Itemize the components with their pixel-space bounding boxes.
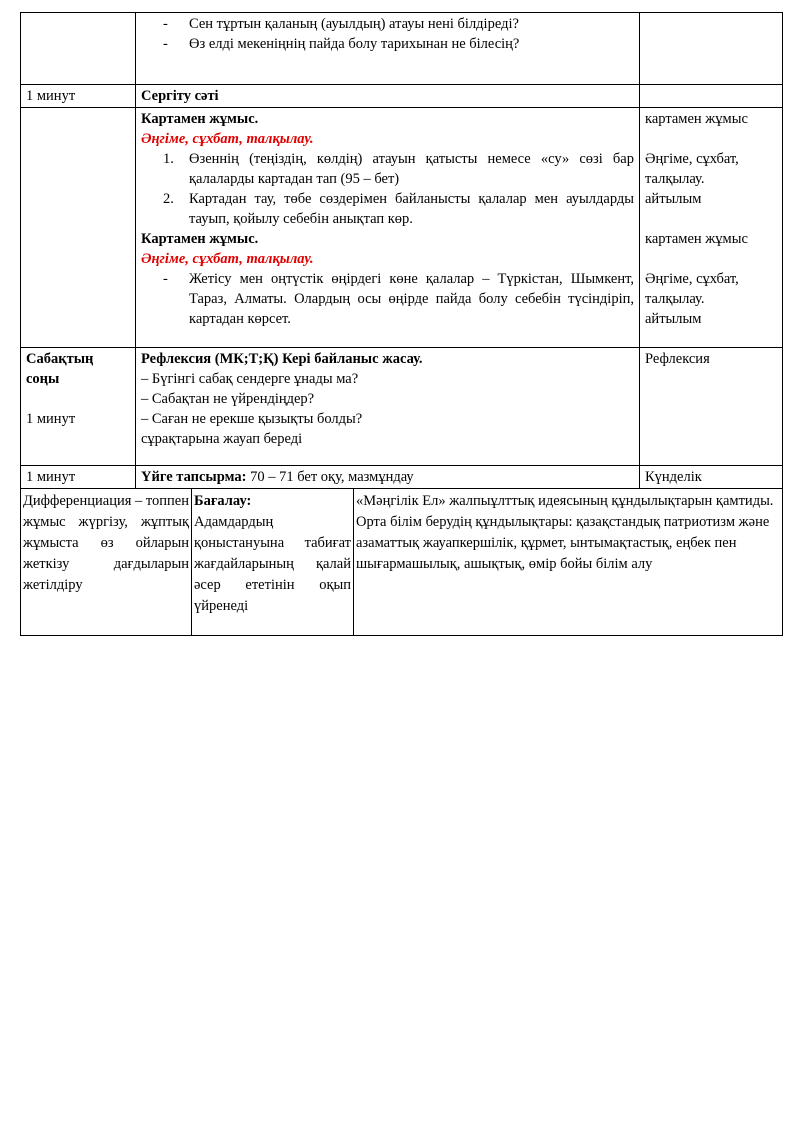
assessment-text: Адамдардың қоныстануына табиғат жағдайларының қалай әсер ететінін оқып үйренеді <box>194 514 351 614</box>
table-row <box>21 466 783 489</box>
homework-text: 70 – 71 бет оқу, мазмұндау <box>246 469 414 485</box>
list-item: - Жетісу мен оңтүстік өңірдегі көне қалалар – Түркістан, Шымкент, Тараз, Алматы. Олардың осы өңірде пайда болу себебін түсіндіріп, картадан көрсет. <box>163 269 634 329</box>
item-number: 1. <box>163 151 174 167</box>
question-text: – Бүгінгі сабақ сендерге ұнады ма? <box>141 371 359 387</box>
stage-label: Сабақтың соңы <box>26 351 94 387</box>
list-item: - Сен тұртын қаланың (ауылдың) атауы нені білдіреді? <box>163 14 634 34</box>
method-label: Әңгіме, сұхбат, талқылау. <box>141 131 314 147</box>
time-cell <box>21 108 136 348</box>
item-number: 2. <box>163 191 174 207</box>
resource-text: Әңгіме, сұхбат, талқылау. <box>645 151 739 187</box>
differentiation-cell: Дифференциация – топпен жұмыс жүргізу, жұптық жұмыста өз ойларын жеткізу дағдыларын жетілдіру <box>21 489 192 636</box>
resource-text: айтылым <box>645 191 702 207</box>
time-cell: 1 минут <box>21 85 136 108</box>
refresher-title: Сергіту сәті <box>136 85 640 108</box>
homework-label: Үйге тапсырма: <box>141 469 247 485</box>
resource-cell <box>640 85 783 108</box>
list-item: - Өз елді мекеніңнің пайда болу тарихынан не білесің? <box>163 34 634 54</box>
resource-cell <box>640 13 783 85</box>
method-label: Әңгіме, сұхбат, талқылау. <box>141 251 314 267</box>
item-text: Өзеннің (теңіздің, көлдің) атауын қатысты немесе «су» сөзі бар қалаларды картадан тап (95 – бет) <box>189 151 634 187</box>
time-cell: 1 минут <box>21 466 136 489</box>
map-work-cell <box>136 108 640 348</box>
table-row <box>21 489 783 636</box>
list-item <box>163 189 634 229</box>
answer-text: сұрақтарына жауап береді <box>141 431 303 447</box>
time-cell <box>21 13 136 85</box>
lesson-plan-table <box>20 12 783 489</box>
stage-cell <box>21 348 136 466</box>
resource-cell: Рефлексия <box>640 348 783 466</box>
question-text: – Сабақтан не үйрендіңдер? <box>141 391 315 407</box>
question-text: – Саған не ерекше қызықты болды? <box>141 411 363 427</box>
item-text: Картадан тау, төбе сөздерімен байланысты қалалар мен ауылдарды тауып, қойылу себебін анықтап көр. <box>189 191 634 227</box>
lesson-plan-page <box>20 12 782 636</box>
assessment-cell <box>192 489 354 636</box>
table-row <box>21 13 783 85</box>
resource-text: айтылым <box>645 311 702 327</box>
table-row <box>21 108 783 348</box>
homework-cell <box>136 466 640 489</box>
resource-cell: Күнделік <box>640 466 783 489</box>
summary-table <box>20 488 783 636</box>
resource-text: картамен жұмыс <box>645 231 748 247</box>
resource-text: Әңгіме, сұхбат, талқылау. <box>645 271 739 307</box>
questions-cell <box>136 13 640 85</box>
resource-cell <box>640 108 783 348</box>
table-row <box>21 85 783 108</box>
map-work-heading: Картамен жұмыс. <box>141 231 259 247</box>
table-row <box>21 348 783 466</box>
map-work-heading: Картамен жұмыс. <box>141 111 259 127</box>
list-item <box>163 149 634 189</box>
reflection-cell <box>136 348 640 466</box>
assessment-title: Бағалау: <box>194 493 252 509</box>
resource-text: картамен жұмыс <box>645 111 748 127</box>
time-label: 1 минут <box>26 411 76 427</box>
reflection-title: Рефлексия (МК;Т;Қ) Кері байланыс жасау. <box>141 351 423 367</box>
values-cell: «Мәңгілік Ел» жалпыұлттық идеясының құндылықтарын қамтиды. Орта білім берудің құндылықтары: қазақстандық патриотизм және азаматтық жауапкершілік, құрмет, ынтымақтастық, еңбек пен шығармашылық, ашықтық, өмір бойы білім алу <box>354 489 783 636</box>
